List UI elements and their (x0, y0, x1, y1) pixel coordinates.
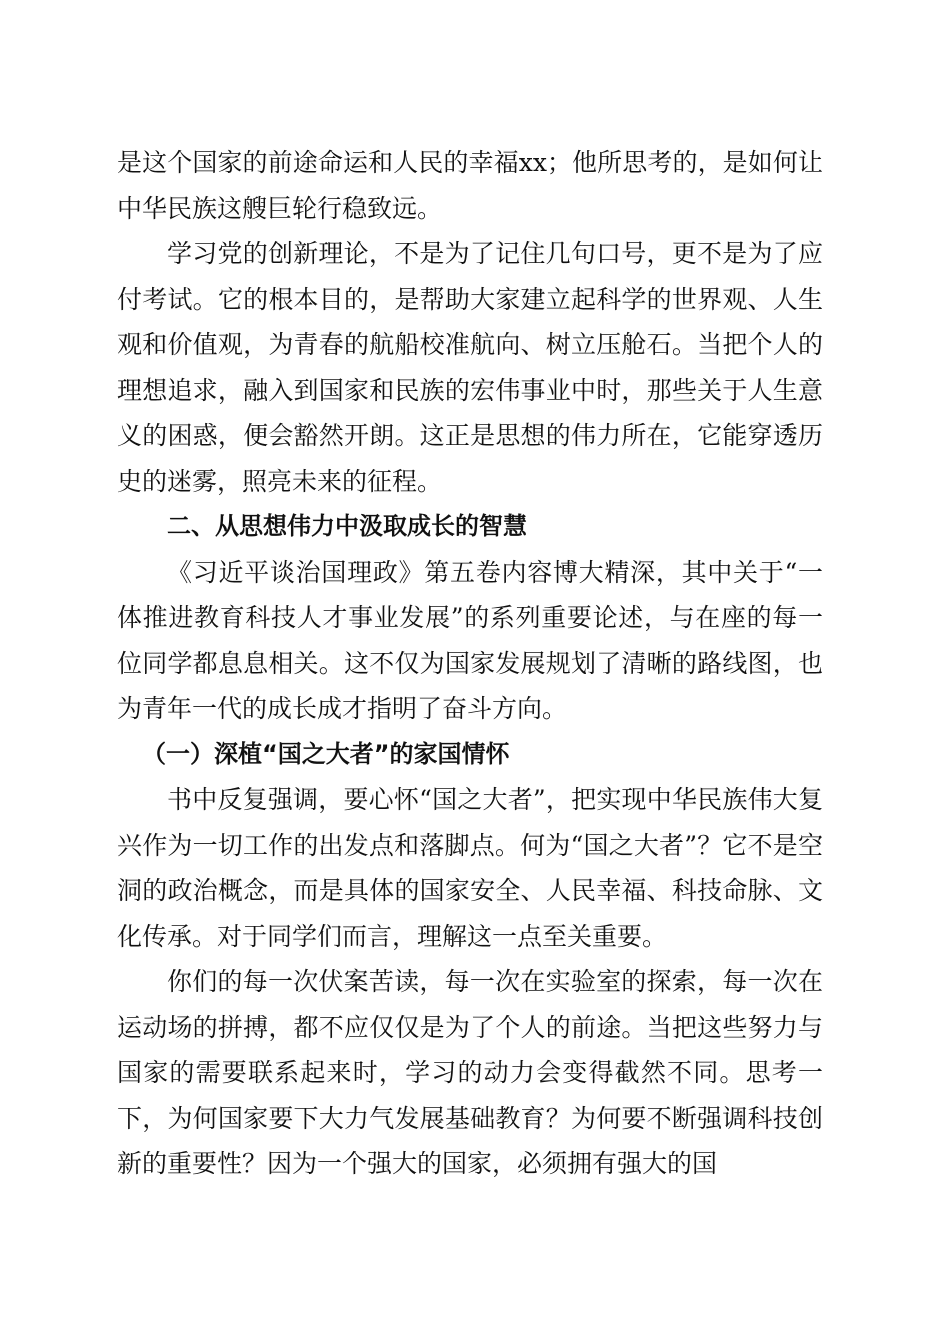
paragraph-continued: 是这个国家的前途命运和人民的幸福xx；他所思考的，是如何让中华民族这艘巨轮行稳致远。 (117, 148, 823, 223)
document-body (117, 140, 823, 1187)
paragraph-study-effort: 你们的每一次伏案苦读，每一次在实验室的探索，每一次在运动场的拼搏，都不应仅仅是为了个人的前途。当把这些努力与国家的需要联系起来时，学习的动力会变得截然不同。思考一下，为何国家要下大力气发展基础教育？为何要不断强调科技创新的重要性？因为一个强大的国家，必须拥有强大的国 (117, 967, 823, 1178)
paragraph-volume-five: 《习近平谈治国理政》第五卷内容博大精深，其中关于“一体推进教育科技人才事业发展”的系列重要论述，与在座的每一位同学都息息相关。这不仅为国家发展规划了清晰的路线图，也为青年一代的成长成才指明了奋斗方向。 (117, 557, 823, 723)
paragraph-guo-zhi-da-zhe: 书中反复强调，要心怀“国之大者”，把实现中华民族伟大复兴作为一切工作的出发点和落脚点。何为“国之大者”？它不是空洞的政治概念，而是具体的国家安全、人民幸福、科技命脉、文化传承。对于同学们而言，理解这一点至关重要。 (117, 785, 823, 951)
subsection-heading-1: （一）深植“国之大者”的家国情怀 (142, 739, 510, 768)
section-heading-2: 二、从思想伟力中汲取成长的智慧 (167, 512, 527, 540)
paragraph-theory-study: 学习党的创新理论，不是为了记住几句口号，更不是为了应付考试。它的根本目的，是帮助大家建立起科学的世界观、人生观和价值观，为青春的航船校准航向、树立压舱石。当把个人的理想追求，融入到国家和民族的宏伟事业中时，那些关于人生意义的困惑，便会豁然开朗。这正是思想的伟力所在，它能穿透历史的迷雾，照亮未来的征程。 (117, 239, 823, 496)
